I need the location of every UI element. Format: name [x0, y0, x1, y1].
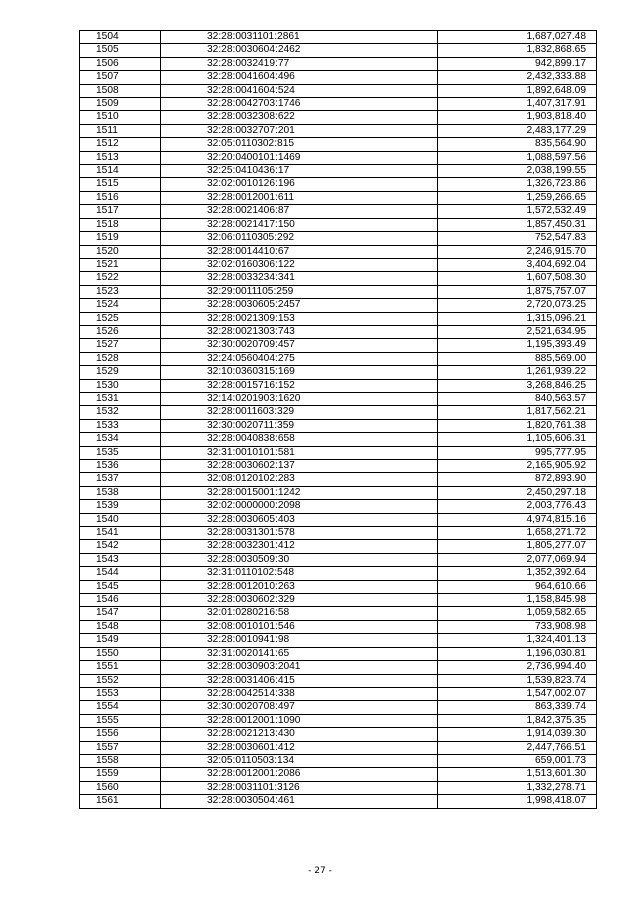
table-row [80, 299, 597, 312]
value-cell: 1,195,393.49 [438, 339, 597, 352]
value-cell: 1,914,039.30 [438, 728, 597, 741]
cadastral-number-cell: 32:28:0030604:2462 [161, 44, 438, 57]
cadastral-number-cell: 32:28:0030602:329 [161, 594, 438, 607]
value-cell: 2,447,766.51 [438, 741, 597, 754]
table-row [80, 406, 597, 419]
table-row [80, 741, 597, 754]
cadastral-number-cell: 32:02:0160306:122 [161, 258, 438, 271]
row-number-cell: 1556 [80, 728, 161, 741]
table-row [80, 513, 597, 526]
row-number-cell: 1537 [80, 473, 161, 486]
row-number-cell: 1539 [80, 500, 161, 513]
value-cell: 2,720,073.25 [438, 299, 597, 312]
row-number-cell: 1549 [80, 634, 161, 647]
cadastral-number-cell: 32:30:0020709:457 [161, 339, 438, 352]
cadastral-number-cell: 32:24:0560404:275 [161, 352, 438, 365]
value-cell: 1,332,278.71 [438, 781, 597, 794]
row-number-cell: 1558 [80, 754, 161, 767]
table-row [80, 245, 597, 258]
value-cell: 1,817,562.21 [438, 406, 597, 419]
row-number-cell: 1525 [80, 312, 161, 325]
value-cell: 1,857,450.31 [438, 218, 597, 231]
value-cell: 1,547,002.07 [438, 687, 597, 700]
row-number-cell: 1522 [80, 272, 161, 285]
row-number-cell: 1561 [80, 795, 161, 808]
cadastral-number-cell: 32:28:0014410:67 [161, 245, 438, 258]
table-row [80, 701, 597, 714]
cadastral-number-cell: 32:28:0011603:329 [161, 406, 438, 419]
value-cell: 1,352,392.64 [438, 567, 597, 580]
row-number-cell: 1511 [80, 124, 161, 137]
table-row [80, 272, 597, 285]
cadastral-number-cell: 32:28:0032419:77 [161, 57, 438, 70]
row-number-cell: 1515 [80, 178, 161, 191]
table-row [80, 687, 597, 700]
row-number-cell: 1530 [80, 379, 161, 392]
cadastral-number-cell: 32:28:0041604:524 [161, 84, 438, 97]
table-row [80, 661, 597, 674]
value-cell: 863,339.74 [438, 701, 597, 714]
cadastral-number-cell: 32:28:0033234:341 [161, 272, 438, 285]
table-row [80, 620, 597, 633]
table-row [80, 486, 597, 499]
row-number-cell: 1505 [80, 44, 161, 57]
cadastral-number-cell: 32:30:0020711:359 [161, 419, 438, 432]
row-number-cell: 1513 [80, 151, 161, 164]
value-cell: 2,003,776.43 [438, 500, 597, 513]
table-row [80, 84, 597, 97]
table-row [80, 312, 597, 325]
row-number-cell: 1554 [80, 701, 161, 714]
row-number-cell: 1553 [80, 687, 161, 700]
table-row [80, 165, 597, 178]
table-row [80, 124, 597, 137]
value-cell: 2,038,199.55 [438, 165, 597, 178]
table-row [80, 98, 597, 111]
row-number-cell: 1559 [80, 768, 161, 781]
cadastral-number-cell: 32:05:0110503:134 [161, 754, 438, 767]
table-row [80, 446, 597, 459]
table-row [80, 594, 597, 607]
registry-table-body [80, 31, 597, 809]
table-row [80, 71, 597, 84]
cadastral-number-cell: 32:28:0021406:87 [161, 205, 438, 218]
table-row [80, 754, 597, 767]
table-row [80, 781, 597, 794]
table-row [80, 473, 597, 486]
page-number: - 27 - [308, 866, 332, 876]
value-cell: 1,059,582.65 [438, 607, 597, 620]
row-number-cell: 1541 [80, 527, 161, 540]
row-number-cell: 1510 [80, 111, 161, 124]
cadastral-number-cell: 32:29:0011105:259 [161, 285, 438, 298]
cadastral-number-cell: 32:28:0040838:658 [161, 433, 438, 446]
table-row [80, 258, 597, 271]
value-cell: 2,246,915.70 [438, 245, 597, 258]
value-cell: 995,777.95 [438, 446, 597, 459]
row-number-cell: 1506 [80, 57, 161, 70]
row-number-cell: 1548 [80, 620, 161, 633]
value-cell: 1,324,401.13 [438, 634, 597, 647]
value-cell: 1,196,030.81 [438, 647, 597, 660]
table-row [80, 540, 597, 553]
value-cell: 840,563.57 [438, 392, 597, 405]
row-number-cell: 1560 [80, 781, 161, 794]
value-cell: 659,001.73 [438, 754, 597, 767]
value-cell: 1,326,723.86 [438, 178, 597, 191]
table-row [80, 57, 597, 70]
cadastral-number-cell: 32:28:0012001:1090 [161, 714, 438, 727]
cadastral-number-cell: 32:28:0021213:430 [161, 728, 438, 741]
cadastral-number-cell: 32:31:0010101:581 [161, 446, 438, 459]
table-row [80, 607, 597, 620]
row-number-cell: 1514 [80, 165, 161, 178]
table-row [80, 634, 597, 647]
table-row [80, 205, 597, 218]
row-number-cell: 1528 [80, 352, 161, 365]
cadastral-number-cell: 32:28:0021309:153 [161, 312, 438, 325]
value-cell: 1,607,508.30 [438, 272, 597, 285]
table-row [80, 728, 597, 741]
value-cell: 1,892,648.09 [438, 84, 597, 97]
value-cell: 1,407,317.91 [438, 98, 597, 111]
cadastral-number-cell: 32:28:0042514:338 [161, 687, 438, 700]
row-number-cell: 1508 [80, 84, 161, 97]
row-number-cell: 1545 [80, 580, 161, 593]
value-cell: 1,315,096.21 [438, 312, 597, 325]
table-row [80, 151, 597, 164]
cadastral-number-cell: 32:28:0041604:496 [161, 71, 438, 84]
cadastral-number-cell: 32:05:0110302:815 [161, 138, 438, 151]
table-row [80, 379, 597, 392]
value-cell: 1,105,606.31 [438, 433, 597, 446]
value-cell: 1,513,601.30 [438, 768, 597, 781]
cadastral-number-cell: 32:28:0012010:263 [161, 580, 438, 593]
cadastral-number-cell: 32:28:0012001:611 [161, 191, 438, 204]
row-number-cell: 1519 [80, 232, 161, 245]
table-row [80, 580, 597, 593]
value-cell: 2,483,177.29 [438, 124, 597, 137]
row-number-cell: 1536 [80, 460, 161, 473]
row-number-cell: 1527 [80, 339, 161, 352]
cadastral-number-cell: 32:28:0031101:2861 [161, 31, 438, 44]
table-row [80, 31, 597, 44]
row-number-cell: 1516 [80, 191, 161, 204]
value-cell: 964,610.66 [438, 580, 597, 593]
value-cell: 3,404,692.04 [438, 258, 597, 271]
table-row [80, 44, 597, 57]
row-number-cell: 1509 [80, 98, 161, 111]
table-row [80, 647, 597, 660]
row-number-cell: 1555 [80, 714, 161, 727]
value-cell: 733,908.98 [438, 620, 597, 633]
cadastral-number-cell: 32:28:0030504:461 [161, 795, 438, 808]
value-cell: 1,903,818.40 [438, 111, 597, 124]
row-number-cell: 1507 [80, 71, 161, 84]
value-cell: 1,875,757.07 [438, 285, 597, 298]
value-cell: 1,820,761.38 [438, 419, 597, 432]
row-number-cell: 1552 [80, 674, 161, 687]
row-number-cell: 1550 [80, 647, 161, 660]
cadastral-number-cell: 32:02:0000000:2098 [161, 500, 438, 513]
row-number-cell: 1540 [80, 513, 161, 526]
value-cell: 1,088,597.56 [438, 151, 597, 164]
table-row [80, 795, 597, 808]
cadastral-number-cell: 32:01:0280216:58 [161, 607, 438, 620]
table-row [80, 527, 597, 540]
row-number-cell: 1535 [80, 446, 161, 459]
value-cell: 2,077,069.94 [438, 553, 597, 566]
value-cell: 835,564.90 [438, 138, 597, 151]
cadastral-number-cell: 32:02:0010126:196 [161, 178, 438, 191]
row-number-cell: 1520 [80, 245, 161, 258]
row-number-cell: 1532 [80, 406, 161, 419]
table-row [80, 567, 597, 580]
row-number-cell: 1531 [80, 392, 161, 405]
table-row [80, 714, 597, 727]
row-number-cell: 1543 [80, 553, 161, 566]
cadastral-number-cell: 32:28:0030509:30 [161, 553, 438, 566]
table-row [80, 366, 597, 379]
value-cell: 1,687,027.48 [438, 31, 597, 44]
table-row [80, 460, 597, 473]
table-row [80, 111, 597, 124]
cadastral-number-cell: 32:28:0030605:2457 [161, 299, 438, 312]
value-cell: 752,547.83 [438, 232, 597, 245]
value-cell: 2,736,994.40 [438, 661, 597, 674]
cadastral-number-cell: 32:28:0032707:201 [161, 124, 438, 137]
cadastral-number-cell: 32:30:0020708:497 [161, 701, 438, 714]
cadastral-number-cell: 32:28:0015001:1242 [161, 486, 438, 499]
table-row [80, 232, 597, 245]
value-cell: 1,832,868.65 [438, 44, 597, 57]
row-number-cell: 1523 [80, 285, 161, 298]
cadastral-number-cell: 32:28:0030601:412 [161, 741, 438, 754]
value-cell: 1,658,271.72 [438, 527, 597, 540]
table-row [80, 419, 597, 432]
cadastral-number-cell: 32:28:0012001:2086 [161, 768, 438, 781]
row-number-cell: 1518 [80, 218, 161, 231]
value-cell: 3,268,846.25 [438, 379, 597, 392]
row-number-cell: 1546 [80, 594, 161, 607]
cadastral-number-cell: 32:28:0031301:578 [161, 527, 438, 540]
table-row [80, 352, 597, 365]
table-row [80, 138, 597, 151]
cadastral-number-cell: 32:28:0032301:412 [161, 540, 438, 553]
cadastral-number-cell: 32:31:0020141:65 [161, 647, 438, 660]
cadastral-number-cell: 32:28:0031101:3126 [161, 781, 438, 794]
row-number-cell: 1526 [80, 325, 161, 338]
row-number-cell: 1538 [80, 486, 161, 499]
table-row [80, 178, 597, 191]
row-number-cell: 1504 [80, 31, 161, 44]
cadastral-number-cell: 32:25:0410436:17 [161, 165, 438, 178]
row-number-cell: 1557 [80, 741, 161, 754]
table-row [80, 392, 597, 405]
cadastral-number-cell: 32:28:0032308:622 [161, 111, 438, 124]
value-cell: 2,165,905.92 [438, 460, 597, 473]
row-number-cell: 1529 [80, 366, 161, 379]
value-cell: 2,432,333.88 [438, 71, 597, 84]
row-number-cell: 1547 [80, 607, 161, 620]
value-cell: 942,899.17 [438, 57, 597, 70]
cadastral-number-cell: 32:31:0110102:548 [161, 567, 438, 580]
cadastral-number-cell: 32:28:0030605:403 [161, 513, 438, 526]
row-number-cell: 1542 [80, 540, 161, 553]
cadastral-number-cell: 32:10:0360315:169 [161, 366, 438, 379]
table-row [80, 218, 597, 231]
table-row [80, 433, 597, 446]
cadastral-number-cell: 32:08:0010101:546 [161, 620, 438, 633]
row-number-cell: 1524 [80, 299, 161, 312]
table-row [80, 339, 597, 352]
table-row [80, 674, 597, 687]
row-number-cell: 1534 [80, 433, 161, 446]
row-number-cell: 1551 [80, 661, 161, 674]
cadastral-number-cell: 32:06:0110305:292 [161, 232, 438, 245]
value-cell: 885,569.00 [438, 352, 597, 365]
cadastral-number-cell: 32:20:0400101:1469 [161, 151, 438, 164]
row-number-cell: 1544 [80, 567, 161, 580]
value-cell: 1,539,823.74 [438, 674, 597, 687]
value-cell: 872,893.90 [438, 473, 597, 486]
value-cell: 2,521,634.95 [438, 325, 597, 338]
cadastral-number-cell: 32:28:0015716:152 [161, 379, 438, 392]
cadastral-number-cell: 32:28:0010941:98 [161, 634, 438, 647]
cadastral-number-cell: 32:28:0021417:150 [161, 218, 438, 231]
table-row [80, 285, 597, 298]
value-cell: 1,158,845.98 [438, 594, 597, 607]
row-number-cell: 1533 [80, 419, 161, 432]
table-row [80, 325, 597, 338]
cadastral-number-cell: 32:28:0042703:1746 [161, 98, 438, 111]
row-number-cell: 1517 [80, 205, 161, 218]
table-row [80, 500, 597, 513]
value-cell: 1,261,939.22 [438, 366, 597, 379]
cadastral-number-cell: 32:14:0201903:1620 [161, 392, 438, 405]
cadastral-number-cell: 32:08:0120102:283 [161, 473, 438, 486]
value-cell: 1,259,266.65 [438, 191, 597, 204]
value-cell: 2,450,297.18 [438, 486, 597, 499]
row-number-cell: 1512 [80, 138, 161, 151]
table-row [80, 768, 597, 781]
cadastral-number-cell: 32:28:0031406:415 [161, 674, 438, 687]
value-cell: 1,572,532.49 [438, 205, 597, 218]
cadastral-number-cell: 32:28:0030602:137 [161, 460, 438, 473]
table-row [80, 191, 597, 204]
table-row [80, 553, 597, 566]
cadastral-number-cell: 32:28:0021303:743 [161, 325, 438, 338]
value-cell: 1,998,418.07 [438, 795, 597, 808]
row-number-cell: 1521 [80, 258, 161, 271]
registry-table [79, 30, 597, 809]
value-cell: 1,805,277.07 [438, 540, 597, 553]
value-cell: 4,974,815.16 [438, 513, 597, 526]
value-cell: 1,842,375.35 [438, 714, 597, 727]
cadastral-number-cell: 32:28:0030903:2041 [161, 661, 438, 674]
